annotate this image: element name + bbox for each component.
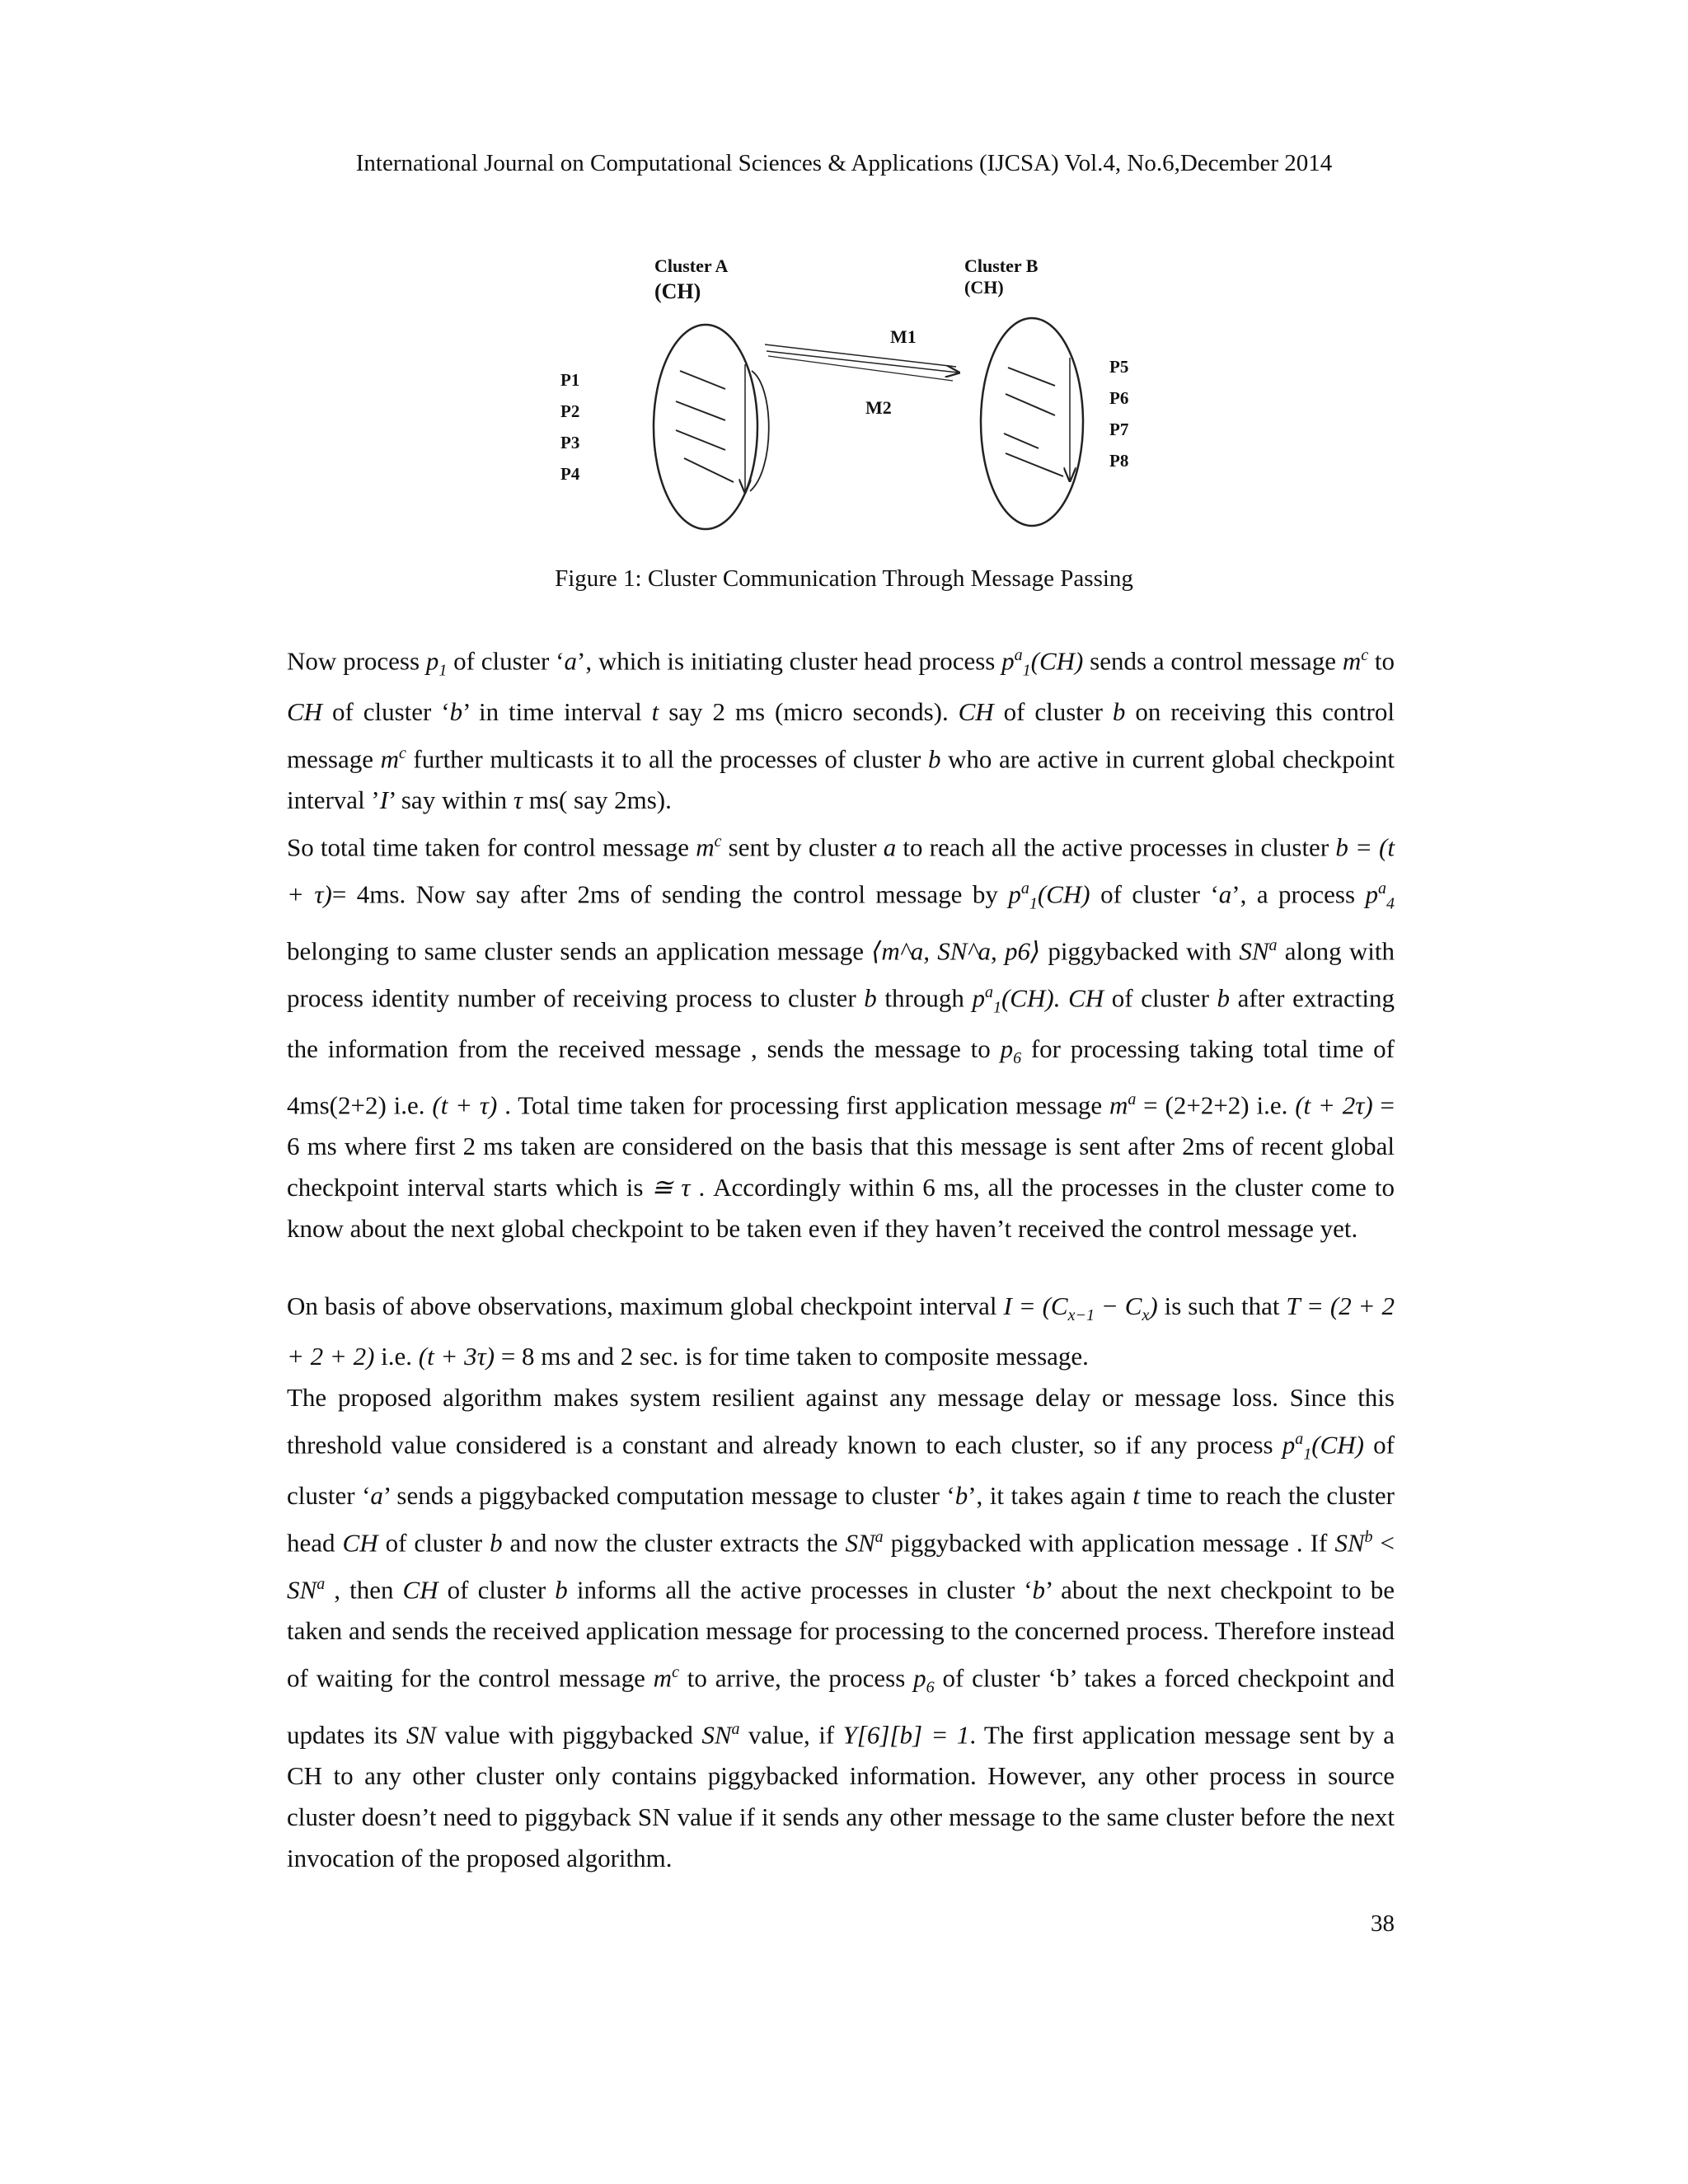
process-line-p7 bbox=[1004, 434, 1039, 448]
paragraph-4: The proposed algorithm makes system resilient against any message delay or message loss. Since this threshold value considered is a constant and already known to each cluster, so if any process $p^a_1(CH)$ of cluster ‘a’ sends a piggybacked computation message to cluster ‘b’, it takes again t time to reach the cluster head CH of cluster b and now the cluster extracts the $SN^a$ piggybacked with application message . If $SN^b < SN^a$ , then CH of cluster b informs all the active processes in cluster ‘b’ about the next checkpoint to be taken and sends the received application message for processing to the concerned process. Therefore instead of waiting for the control message $m^c$ to arrive, the process $p_6$ of cluster ‘b’ takes a forced checkpoint and updates its SN value with piggybacked $SN^a$ value, if Y[6][b] = 1. The first application message sent by a CH to any other cluster only contains piggybacked information. However, any other process in source cluster doesn’t need to piggyback SN value if it sends any other message to the same cluster before the next invocation of the proposed algorithm. bbox=[287, 1383, 1395, 1873]
cluster-figure bbox=[528, 247, 1170, 560]
process-line-p8 bbox=[1006, 453, 1063, 476]
process-line-p5 bbox=[1008, 368, 1055, 386]
paragraph-2: So total time taken for control message $m^c$ sent by cluster a to reach all the active processes in cluster b = (t + τ)= 4ms. Now say after 2ms of sending the control message by $p^a_1(CH)$ of cluster ‘a’, a process $p^a_4$ belonging to same cluster sends an application message ⟨m^a, SN^a, p6⟩ piggybacked with $SN^a$ along with process identity number of receiving process to cluster b through $p^a_1(CH)$. CH of cluster b after extracting the information from the received message , sends the message to $p_6$ for processing taking total time of 4ms(2+2) i.e. (t + τ) . Total time taken for processing first application message $m^a = (2+2+2)$ i.e. (t + 2τ) = 6 ms where first 2 ms taken are considered on the basis that this message is sent after 2ms of recent global checkpoint interval starts which is ≅ τ . Accordingly within 6 ms, all the processes in the cluster come to know about the next global checkpoint to be taken even if they haven’t received the control message yet. bbox=[287, 832, 1395, 1244]
m2-label: M2 bbox=[865, 397, 892, 418]
cluster-a-ch: (CH) bbox=[654, 279, 701, 303]
label-p5: P5 bbox=[1109, 357, 1129, 377]
label-p8: P8 bbox=[1109, 451, 1129, 471]
paragraph-1: Now process $p_1$ of cluster ‘a’, which is initiating cluster head process $p^a_1(CH)$ sends a control message $m^c$ to CH of cluster ‘b’ in time interval t say 2 ms (micro seconds). CH of cluster b on receiving this control message $m^c$ further multicasts it to all the processes of cluster b who are active in current global checkpoint interval ’I’ say within τ ms( say 2ms). bbox=[287, 646, 1395, 814]
cluster-diagram bbox=[528, 247, 1170, 560]
cluster-b-ch: (CH) bbox=[964, 277, 1004, 298]
cluster-b-ellipse bbox=[981, 318, 1083, 526]
process-line-p3 bbox=[676, 430, 725, 450]
process-line-p2 bbox=[676, 401, 725, 420]
label-p4: P4 bbox=[560, 464, 580, 484]
cluster-a-title: Cluster A bbox=[654, 255, 729, 276]
m1-line-a bbox=[765, 344, 956, 367]
process-line-p4 bbox=[684, 458, 734, 482]
body-text bbox=[287, 635, 1395, 1915]
process-line-p1 bbox=[680, 371, 725, 389]
label-p7: P7 bbox=[1109, 419, 1129, 439]
journal-header: International Journal on Computational Sciences & Applications (IJCSA) Vol.4, No.6,December 2014 bbox=[355, 150, 1333, 176]
paragraph-3: On basis of above observations, maximum global checkpoint interval $I = (C_{x-1} - C_x)$ is such that T = (2 + 2 + 2 + 2) i.e. (t + 3τ) = 8 ms and 2 sec. is for time taken to composite message. bbox=[287, 1291, 1395, 1371]
cluster-a-ellipse bbox=[654, 325, 757, 529]
cluster-b-title: Cluster B bbox=[964, 255, 1039, 276]
process-line-p6 bbox=[1006, 394, 1055, 415]
label-p2: P2 bbox=[560, 401, 580, 421]
m1-label: M1 bbox=[890, 326, 917, 347]
page-number: 38 bbox=[1371, 1910, 1395, 1937]
label-p1: P1 bbox=[560, 370, 580, 390]
m1-arrow bbox=[767, 351, 958, 373]
label-p3: P3 bbox=[560, 433, 580, 452]
figure-caption: Figure 1: Cluster Communication Through Message Passing bbox=[555, 565, 1133, 592]
label-p6: P6 bbox=[1109, 388, 1129, 408]
